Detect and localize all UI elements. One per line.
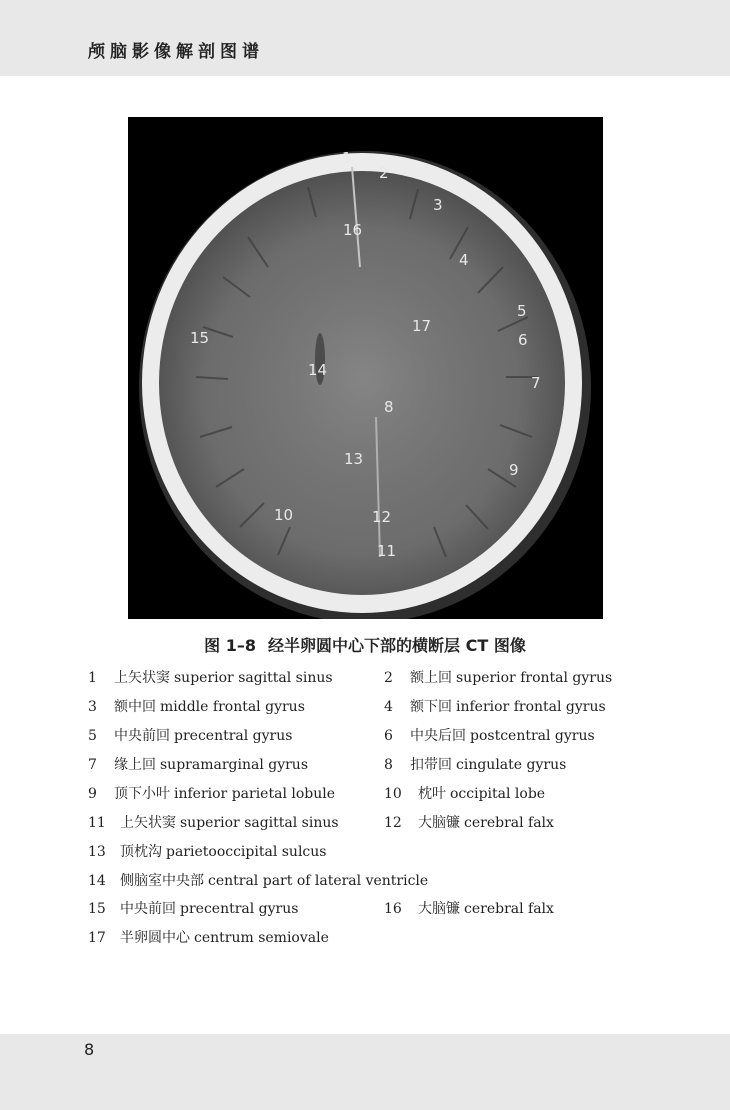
white-matter-shape — [224, 227, 504, 527]
legend-item: 16 大脑镰 cerebral falx — [384, 901, 554, 917]
legend-item: 4 额下回 inferior frontal gyrus — [384, 699, 606, 715]
legend-item: 10 枕叶 occipital lobe — [384, 786, 546, 802]
ct-label-7: 7 — [531, 374, 541, 392]
ct-label-3: 3 — [433, 196, 443, 214]
ct-label-15: 15 — [190, 329, 210, 347]
legend-item: 7 缘上回 supramarginal gyrus — [88, 757, 309, 773]
ct-label-11: 11 — [377, 542, 397, 560]
page-header — [0, 0, 730, 76]
ct-label-13: 13 — [344, 450, 364, 468]
legend-item: 11 上矢状窦 superior sagittal sinus — [88, 815, 339, 831]
ct-image — [128, 117, 603, 619]
ct-label-17: 17 — [412, 317, 432, 335]
legend-item: 6 中央后回 postcentral gyrus — [384, 728, 595, 744]
page-number: 8 — [84, 1040, 95, 1059]
ct-label-14: 14 — [308, 361, 328, 379]
ct-label-10: 10 — [274, 506, 294, 524]
ct-label-12: 12 — [372, 508, 392, 526]
legend-item: 14 侧脑室中央部 central part of lateral ventricle — [88, 873, 429, 889]
legend-item: 12 大脑镰 cerebral falx — [384, 815, 554, 831]
book-title: 颅脑影像解剖图谱 — [88, 42, 264, 62]
legend-item: 3 额中回 middle frontal gyrus — [88, 699, 305, 715]
legend-item: 1 上矢状窦 superior sagittal sinus — [88, 670, 333, 686]
ct-label-6: 6 — [518, 331, 528, 349]
ct-label-2: 2 — [379, 164, 389, 182]
legend-item: 2 额上回 superior frontal gyrus — [384, 670, 613, 686]
ct-label-16: 16 — [343, 221, 363, 239]
legend-item: 8 扣带回 cingulate gyrus — [384, 757, 567, 773]
ct-label-4: 4 — [459, 251, 469, 269]
ct-scan-illustration — [128, 117, 603, 619]
ct-label-1: 1 — [342, 149, 352, 167]
ct-label-9: 9 — [509, 461, 519, 479]
legend-item: 5 中央前回 precentral gyrus — [88, 728, 293, 744]
legend-item: 13 顶枕沟 parietooccipital sulcus — [88, 844, 327, 860]
figure-caption — [0, 633, 730, 656]
legend-item: 17 半卵圆中心 centrum semiovale — [88, 930, 329, 946]
page-footer — [0, 1034, 730, 1110]
legend-item: 9 顶下小叶 inferior parietal lobule — [88, 786, 336, 802]
ct-label-8: 8 — [384, 398, 394, 416]
caption-number: 图 1–8 — [204, 636, 257, 655]
ct-label-5: 5 — [517, 302, 527, 320]
legend-item: 15 中央前回 precentral gyrus — [88, 901, 299, 917]
caption-text: 经半卵圆中心下部的横断层 CT 图像 — [268, 636, 526, 655]
